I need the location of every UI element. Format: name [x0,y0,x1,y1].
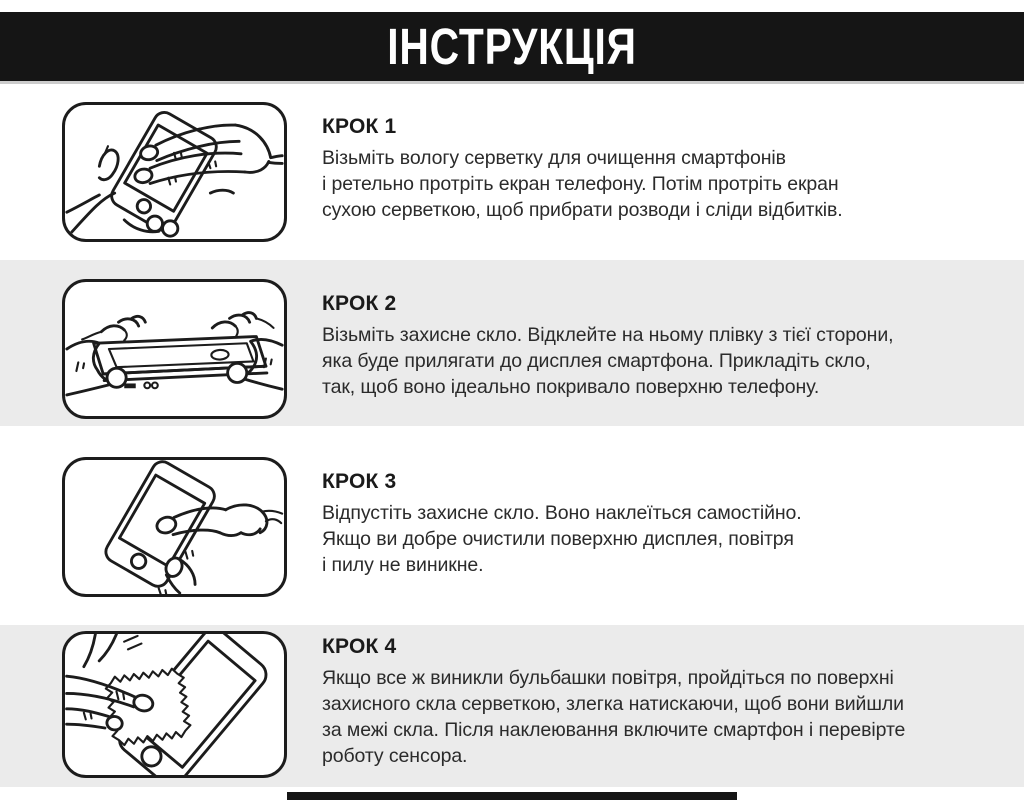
page-title: ІНСТРУКЦІЯ [387,18,637,75]
step-text-line: і ретельно протріть екран телефону. Потім протріть екран [322,173,839,195]
step-1-title: КРОК 1 [322,115,397,138]
step-text-line: роботу сенсора. [322,745,468,767]
hands-wiping-phone-icon [65,105,284,239]
step-text-line: так, щоб воно ідеально покривало поверхню телефону. [322,376,820,398]
title-banner [0,12,1024,81]
step-text-line: за межі скла. Після наклеювання включите смартфон і перевірте [322,719,906,741]
step-text-line: Візьміть захисне скло. Відклейте на ньому плівку з тієї сторони, [322,324,894,346]
step-text-line: Якщо все ж виникли бульбашки повітря, пройдіться по поверхні [322,667,894,689]
step-4-illustration [62,631,287,778]
step-2-illustration [62,279,287,419]
holding-glass-both-hands-icon [65,282,284,416]
step-3-description [322,500,1012,578]
step-2-text [322,292,1012,400]
step-3-text [322,470,1012,578]
step-text-line: Візьміть вологу серветку для очищення смартфонів [322,147,786,169]
cloth-smoothing-phone-icon [65,634,284,775]
step-text-line: Якщо ви добре очистили поверхню дисплея, повітря [322,528,794,550]
step-text-line: Відпустіть захисне скло. Воно наклеїться самостійно. [322,502,802,524]
footer-bar [287,792,737,800]
step-1-description [322,145,1012,223]
step-text-line: яка буде прилягати до дисплея смартфона. Прикладіть скло, [322,350,871,372]
step-3-title: КРОК 3 [322,470,397,493]
step-4-title: КРОК 4 [322,635,397,658]
step-text-line: і пилу не виникне. [322,554,484,576]
step-1-illustration [62,102,287,242]
step-2-description [322,322,1012,400]
step-2-title: КРОК 2 [322,292,397,315]
step-3-illustration [62,457,287,597]
step-4-description [322,665,1012,769]
step-text-line: захисного скла серветкою, злегка натискаючи, щоб вони вийшли [322,693,904,715]
finger-pressing-phone-icon [65,460,284,594]
step-1-text [322,115,1012,223]
step-text-line: сухою серветкою, щоб прибрати розводи і сліди відбитків. [322,199,843,221]
step-4-text [322,635,1012,769]
